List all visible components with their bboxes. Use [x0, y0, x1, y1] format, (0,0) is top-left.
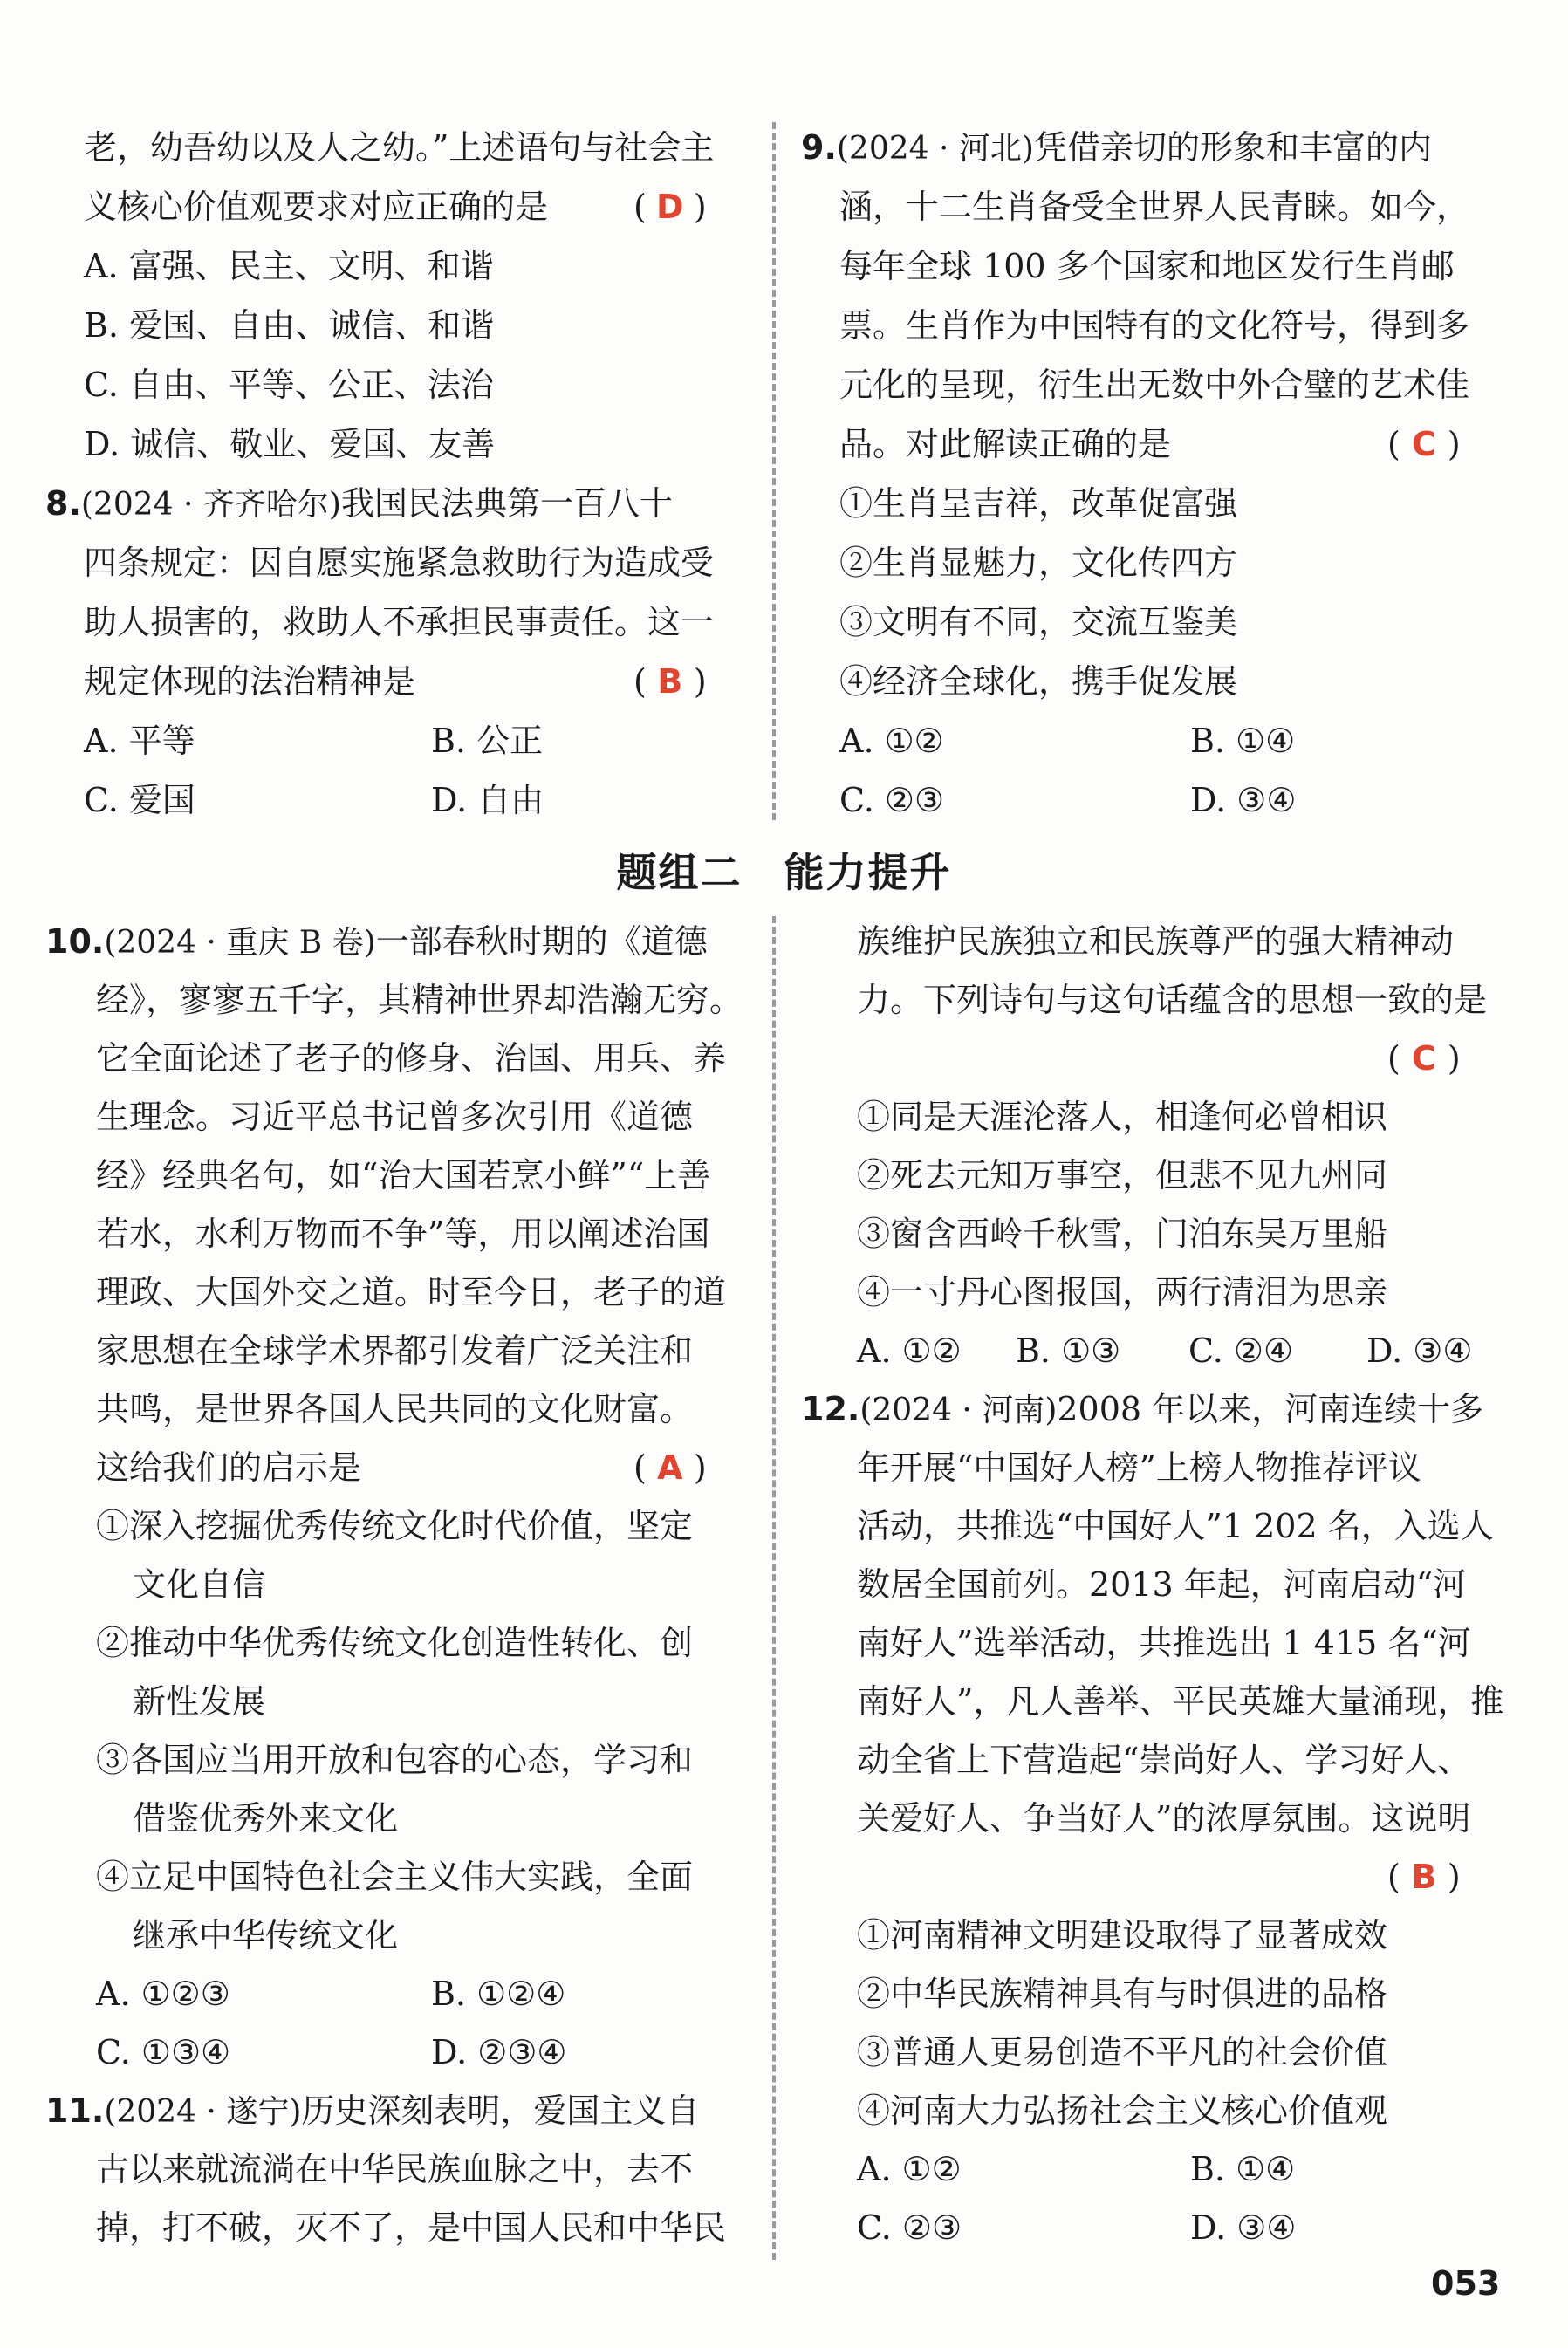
q9-answer: ( C ): [1387, 422, 1461, 466]
column-divider-top: [772, 122, 776, 820]
q9-line: 品。对此解读正确的是: [839, 425, 1172, 463]
q8-line: 助人损害的，救助人不承担民事责任。这一: [84, 603, 715, 641]
q12-item: ②中华民族精神具有与时俱进的品格: [857, 1975, 1388, 2013]
q10-text: 一部春秋时期的《道德: [375, 922, 708, 961]
q12-line: 动全省上下营造起“崇尚好人、学习好人、: [857, 1741, 1471, 1779]
q11-option-a: A. ①②: [857, 1331, 962, 1370]
q10-line: 它全面论述了老子的修身、治国、用兵、养: [96, 1039, 727, 1078]
q12-option-b: B. ①④: [1190, 2150, 1296, 2188]
q11-first-line: [45, 2089, 699, 2132]
q10-option-a: A. ①②③: [96, 1975, 230, 2013]
q11-item: ①同是天涯沦落人，相逢何必曾相识: [857, 1098, 1388, 1136]
q10-item-3-cont: 借鉴优秀外来文化: [133, 1799, 399, 1838]
q11-option-c: C. ②④: [1188, 1331, 1294, 1370]
q10-option-d: D. ②③④: [431, 2033, 567, 2071]
q7-answer-letter: D: [656, 188, 684, 226]
q10-option-b: B. ①②④: [431, 1975, 566, 2013]
q12-answer-letter: B: [1411, 1858, 1437, 1896]
q7-option-c: C. 自由、平等、公正、法治: [84, 366, 494, 404]
q10-source: (2024 · 重庆 B 卷): [104, 925, 376, 961]
q11-option-b: B. ①③: [1016, 1331, 1121, 1370]
q12-item: ①河南精神文明建设取得了显著成效: [857, 1916, 1388, 1954]
q9-option-c: C. ②③: [839, 781, 945, 819]
q7-answer: ( D ): [633, 185, 707, 229]
q10-line: 经》，寥寥五千字，其精神世界却浩瀚无穷。: [96, 981, 743, 1019]
q11-item: ③窗含西岭千秋雪，门泊东吴万里船: [857, 1215, 1388, 1253]
q11-item: ②死去元知万事空，但悲不见九州同: [857, 1156, 1388, 1195]
q8-first-line: [45, 482, 673, 525]
q9-item: ④经济全球化，携手促发展: [839, 662, 1238, 701]
q12-line: 年开展“中国好人榜”上榜人物推荐评议: [857, 1448, 1421, 1487]
q11-answer-letter: C: [1411, 1039, 1436, 1078]
q9-item: ②生肖显魅力，文化传四方: [839, 544, 1238, 582]
q12-source: (2024 · 河南): [859, 1393, 1058, 1428]
page-number: 053: [1431, 2264, 1501, 2303]
q8-answer: ( B ): [633, 660, 707, 703]
q11-cont-line: 力。下列诗句与这句话蕴含的思想一致的是: [857, 981, 1488, 1019]
q11-line: 古以来就流淌在中华民族血脉之中，去不: [96, 2150, 694, 2188]
q12-answer: ( B ): [1387, 1855, 1461, 1899]
q12-line: 南好人”，凡人善举、平民英雄大量涌现，推: [857, 1682, 1504, 1721]
q9-option-d: D. ③④: [1190, 781, 1297, 819]
q9-item: ③文明有不同，交流互鉴美: [839, 603, 1238, 641]
q10-option-c: C. ①③④: [96, 2033, 231, 2071]
q11-text: 历史深刻表明，爱国主义自: [301, 2091, 700, 2130]
q10-number: 10.: [45, 922, 105, 961]
q9-line: 每年全球 100 多个国家和地区发行生肖邮: [839, 247, 1455, 285]
q12-item: ③普通人更易创造不平凡的社会价值: [857, 2033, 1388, 2071]
q11-source: (2024 · 遂宁): [104, 2094, 302, 2130]
q7-option-d: D. 诚信、敬业、爱国、友善: [84, 425, 496, 463]
q9-option-b: B. ①④: [1190, 722, 1296, 760]
q12-item: ④河南大力弘扬社会主义核心价值观: [857, 2091, 1388, 2130]
q10-item-2-cont: 新性发展: [133, 1682, 266, 1721]
q8-source: (2024 · 齐齐哈尔): [80, 487, 341, 523]
q8-line: 规定体现的法治精神是: [84, 662, 416, 701]
section-heading: 题组二 能力提升: [616, 849, 952, 896]
q7-cont-line: 老，幼吾幼以及人之幼。”上述语句与社会主: [84, 128, 715, 167]
q10-line: 理政、大国外交之道。时至今日，老子的道: [96, 1273, 727, 1311]
q10-line: 家思想在全球学术界都引发着广泛关注和: [96, 1331, 694, 1370]
q12-first-line: [801, 1387, 1483, 1431]
q9-first-line: [801, 126, 1432, 169]
q12-option-d: D. ③④: [1190, 2208, 1297, 2247]
q7-cont-line: 义核心价值观要求对应正确的是: [84, 188, 549, 226]
q8-option-c: C. 爱国: [84, 781, 195, 819]
q12-option-c: C. ②③: [857, 2208, 962, 2247]
q8-option-b: B. 公正: [431, 722, 544, 760]
q8-option-d: D. 自由: [431, 781, 544, 819]
q10-item-4-cont: 继承中华传统文化: [133, 1916, 399, 1954]
q10-item-1: ①深入挖掘优秀传统文化时代价值，坚定: [96, 1507, 694, 1545]
q9-line: 元化的呈现，衍生出无数中外合璧的艺术佳: [839, 366, 1470, 404]
q9-number: 9.: [801, 128, 837, 167]
q9-line: 涵，十二生肖备受全世界人民青睐。如今，: [839, 188, 1470, 226]
q9-item: ①生肖呈吉祥，改革促富强: [839, 484, 1238, 523]
q10-line: 经》经典名句，如“治大国若烹小鲜”“上善: [96, 1156, 711, 1195]
q8-option-a: A. 平等: [84, 722, 195, 760]
q9-option-a: A. ①②: [839, 722, 944, 760]
q10-answer: ( A ): [633, 1446, 707, 1489]
q11-option-d: D. ③④: [1366, 1331, 1473, 1370]
q11-cont-line: 族维护民族独立和民族尊严的强大精神动: [857, 922, 1455, 961]
column-divider-bottom: [772, 916, 776, 2260]
q10-item-1-cont: 文化自信: [133, 1565, 266, 1604]
q11-number: 11.: [45, 2091, 105, 2130]
q8-answer-letter: B: [657, 662, 683, 701]
q10-item-4: ④立足中国特色社会主义伟大实践，全面: [96, 1858, 694, 1896]
q10-line: 这给我们的启示是: [96, 1448, 362, 1487]
q8-text: 我国民法典第一百八十: [340, 484, 673, 523]
q9-source: (2024 · 河北): [836, 131, 1034, 167]
q10-line: 共鸣，是世界各国人民共同的文化财富。: [96, 1390, 694, 1428]
q8-line: 四条规定：因自愿实施紧急救助行为造成受: [84, 544, 715, 582]
q7-option-a: A. 富强、民主、文明、和谐: [84, 247, 494, 285]
q7-option-b: B. 爱国、自由、诚信、和谐: [84, 306, 495, 345]
q10-item-2: ②推动中华优秀传统文化创造性转化、创: [96, 1624, 694, 1662]
q10-answer-letter: A: [657, 1448, 683, 1487]
q11-item: ④一寸丹心图报国，两行清泪为思亲: [857, 1273, 1388, 1311]
q12-text: 2008 年以来，河南连续十多: [1057, 1390, 1484, 1428]
q10-line: 若水，水利万物而不争”等，用以阐述治国: [96, 1215, 710, 1253]
q12-option-a: A. ①②: [857, 2150, 962, 2188]
q9-text: 凭借亲切的形象和丰富的内: [1033, 128, 1432, 167]
q12-line: 数居全国前列。2013 年起，河南启动“河: [857, 1565, 1467, 1604]
q12-line: 活动，共推选“中国好人”1 202 名，入选人: [857, 1507, 1494, 1545]
q12-line: 南好人”选举活动，共推选出 1 415 名“河: [857, 1624, 1471, 1662]
q12-line: 关爱好人、争当好人”的浓厚氛围。这说明: [857, 1799, 1471, 1838]
q8-number: 8.: [45, 484, 81, 523]
q12-number: 12.: [801, 1390, 860, 1428]
q9-line: 票。生肖作为中国特有的文化符号，得到多: [839, 306, 1470, 345]
q10-first-line: [45, 920, 708, 963]
q9-answer-letter: C: [1411, 425, 1436, 463]
q11-line: 掉，打不破，灭不了，是中国人民和中华民: [96, 2208, 727, 2247]
q10-line: 生理念。习近平总书记曾多次引用《道德: [96, 1098, 694, 1136]
q11-answer: ( C ): [1387, 1037, 1461, 1080]
q10-item-3: ③各国应当用开放和包容的心态，学习和: [96, 1741, 694, 1779]
